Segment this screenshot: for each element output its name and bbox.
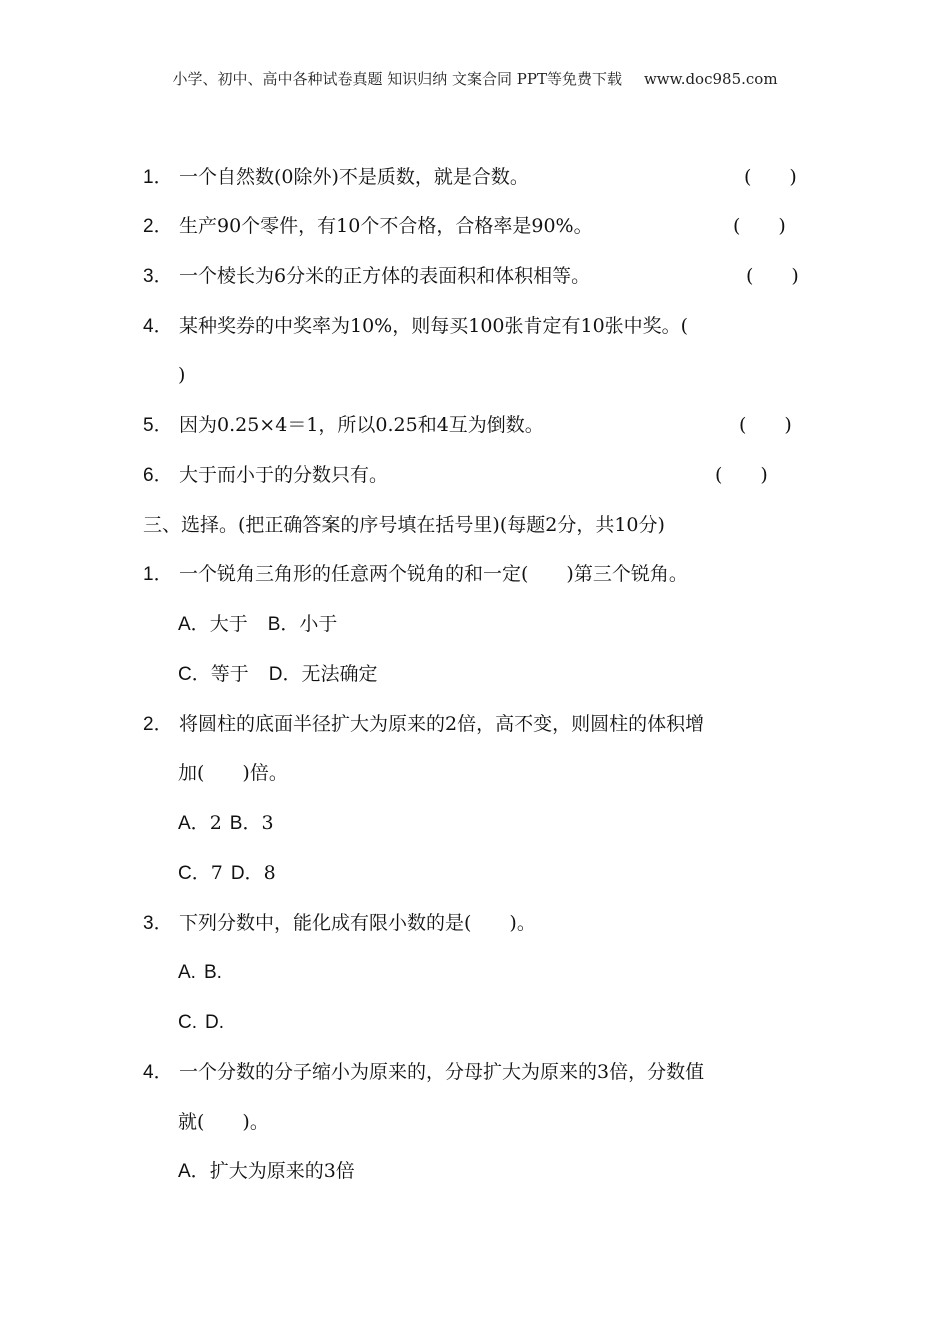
option-c-text: 7: [210, 862, 223, 884]
choice-question-2: 2． 将圆柱的底面半径扩大为原来的2倍，高不变，则圆柱的体积增: [143, 713, 705, 735]
option-d-label: D.: [205, 1012, 224, 1033]
option-c-text: 等于: [210, 663, 249, 685]
option-b-text: 小于: [299, 613, 338, 635]
judge-question-4-cont: ): [178, 364, 186, 386]
choice-4-option-a: [178, 1158, 355, 1185]
choice-1-options-ab: [178, 611, 337, 638]
judge-question-3: 3． 一个棱长为6分米的正方体的表面积和体积相等。: [143, 265, 591, 287]
choice-2-options-cd: [178, 860, 276, 887]
option-a-text: 扩大为原来的3倍: [209, 1160, 355, 1182]
option-b-text: 3: [261, 812, 274, 834]
option-a-text: 大于: [209, 613, 248, 635]
header-site: www.doc985.com: [643, 70, 778, 88]
choice-2-options-ab: [178, 810, 274, 837]
judge-question-5: 5． 因为0.25×4＝1，所以0.25和4互为倒数。: [143, 414, 544, 436]
option-d-text: 无法确定: [301, 663, 378, 685]
option-d-label: D．: [230, 863, 264, 884]
choice-question-3: 3． 下列分数中，能化成有限小数的是( )。: [143, 912, 536, 934]
option-d-label: D．: [268, 664, 302, 685]
choice-1-options-cd: [178, 661, 378, 688]
judge-answer-blank-3: ( ): [746, 265, 799, 287]
judge-answer-blank-5: ( ): [739, 414, 792, 436]
judge-answer-blank-6: ( ): [715, 464, 768, 486]
choice-question-4-cont: 就( )。: [178, 1111, 269, 1133]
choice-question-2-cont: 加( )倍。: [178, 762, 288, 784]
option-a-text: 2: [209, 812, 222, 834]
choice-question-1: 1． 一个锐角三角形的任意两个锐角的和一定( )第三个锐角。: [143, 563, 688, 585]
option-c-label: C．: [178, 664, 211, 685]
judge-question-2: 2． 生产90个零件，有10个不合格，合格率是90%。: [143, 215, 593, 237]
judge-answer-blank-2: ( ): [733, 215, 786, 237]
header-text: 小学、初中、高中各种试卷真题 知识归纳 文案合同 PPT等免费下载: [172, 70, 622, 88]
option-d-text: 8: [263, 862, 276, 884]
option-a-label: A．: [178, 1161, 210, 1182]
option-a-label: A．: [178, 813, 210, 834]
option-a-label: A.: [178, 962, 196, 983]
judge-answer-blank-1: ( ): [744, 166, 797, 188]
judge-question-1: 1． 一个自然数(0除外)不是质数，就是合数。: [143, 166, 529, 188]
option-c-label: C．: [178, 863, 211, 884]
section-title: 三、选择。(把正确答案的序号填在括号里)(每题2分，共10分): [143, 514, 665, 536]
option-b-label: B．: [267, 614, 300, 635]
choice-3-options-cd: [178, 1009, 224, 1036]
choice-question-4: 4． 一个分数的分子缩小为原来的，分母扩大为原来的3倍，分数值: [143, 1061, 705, 1083]
option-a-label: A．: [178, 614, 210, 635]
option-b-label: B．: [229, 813, 262, 834]
option-b-label: B.: [203, 962, 222, 983]
option-c-label: C.: [178, 1012, 197, 1033]
judge-question-6: 6． 大于而小于的分数只有。: [143, 464, 389, 486]
choice-3-options-ab: [178, 959, 222, 986]
judge-question-4: 4． 某种奖券的中奖率为10%，则每买100张肯定有10张中奖。(: [143, 315, 689, 337]
page-header: [0, 68, 950, 89]
